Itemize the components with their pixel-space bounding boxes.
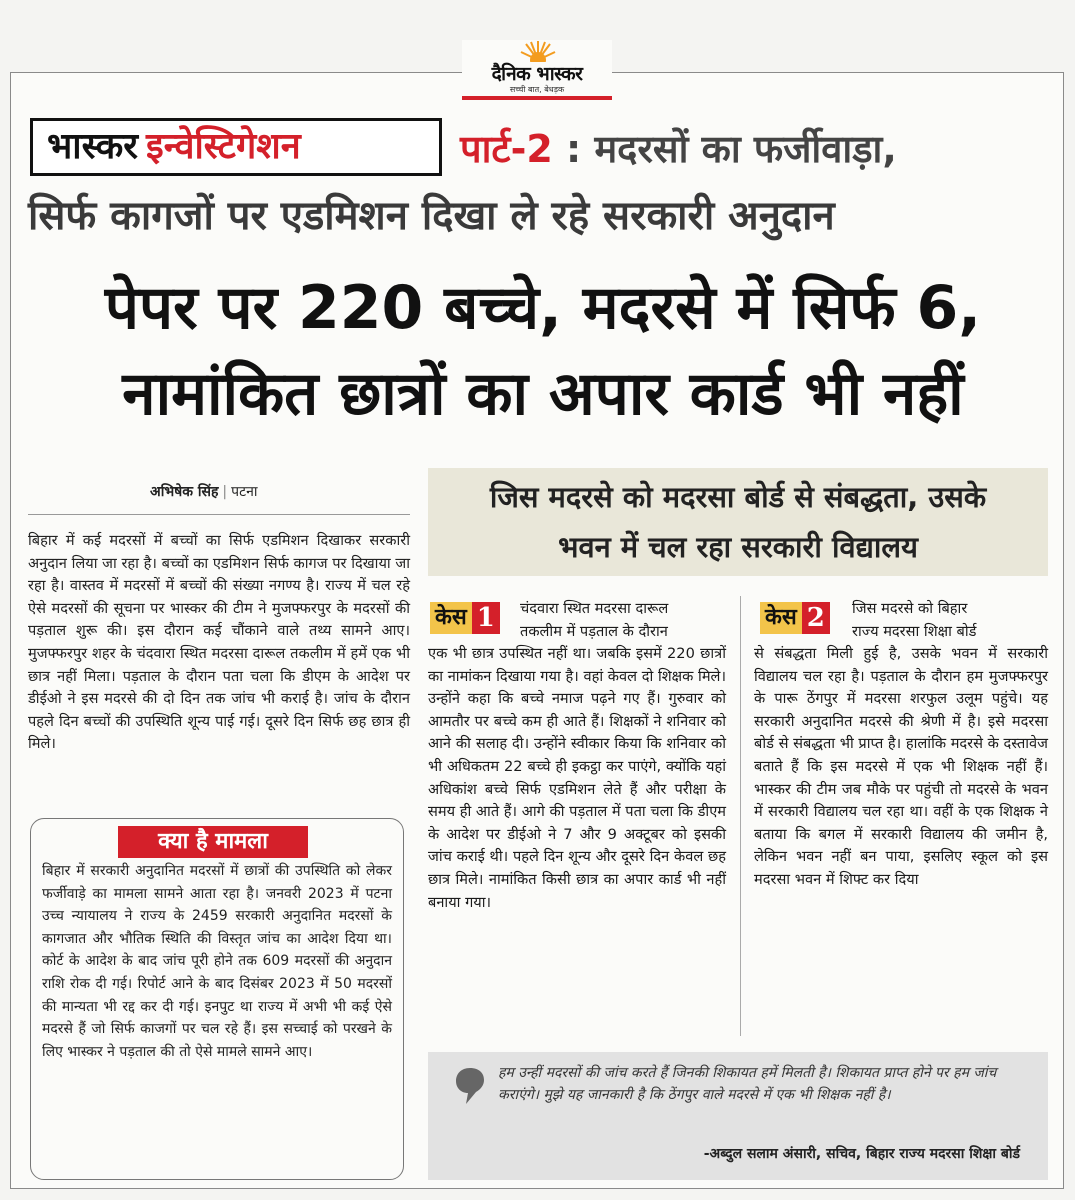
part-title: : मदरसों का फर्जीवाड़ा, — [566, 127, 897, 171]
quote-text: हम उन्हीं मदरसों की जांच करते हैं जिनकी शिकायत हमें मिलती है। शिकायत प्राप्त होने पर हम जांच कराएंगे। मुझे यह जानकारी है कि ठेंगपुर वाले मदरसे में एक भी शिक्षक नहीं है। — [498, 1065, 997, 1103]
case-1-intro-line-2: तकलीम में पड़ताल के दौरान — [520, 622, 668, 640]
case-2-intro-line-1: जिस मदरसे को बिहार — [852, 600, 968, 617]
context-box-title: क्या है मामला — [118, 826, 308, 858]
case-2-text: से संबद्धता मिली हुई है, उसके भवन में सरकारी विद्यालय चल रहा है। पड़ताल के दौरान हम मुजफ्फरपुर के पारू ठेंगपुर में मदरसा शरफुल उलूम पहुंचे। यह सरकारी अनुदानित मदरसे की श्रेणी में है। इसे मदरसा बोर्ड से संबद्धता भी प्राप्त है। हालांकि मदरसे के दस्तावेज बताते हैं कि इस मदरसे में एक भी शिक्षक नहीं हैं। भास्कर की टीम जब मौके पर पहुंची तो मदरसे के भवन में सरकारी विद्यालय चल रहा था। वहीं के एक शिक्षक ने बताया कि बगल में सरकारी विद्यालय की जमीन है, लेकिन भवन नहीं बन पाया, इसलिए स्कूल को इस मदरसा भवन में शिफ्ट कर दिया — [754, 645, 1048, 888]
case-1-label: केस — [430, 602, 472, 634]
case-1-tag — [430, 602, 500, 634]
main-headline — [28, 265, 1058, 437]
sub-banner-line-1: जिस मदरसे को मदरसा बोर्ड से संबद्धता, उसके — [489, 480, 987, 514]
byline-divider — [28, 514, 410, 515]
sub-banner-line-2: भवन में चल रहा सरकारी विद्यालय — [558, 530, 918, 564]
main-headline-line-1: पेपर पर 220 बच्चे, मदरसे में सिर्फ 6, — [104, 273, 982, 343]
case-1-intro-line-1: चंदवारा स्थित मदरसा दारूल — [520, 600, 669, 617]
byline-city: पटना — [231, 484, 258, 500]
case-1-text: एक भी छात्र उपस्थित नहीं था। जबकि इसमें 220 छात्रों का नामांकन दिखाया गया है। वहां केवल दो शिक्षक मिले। उन्होंने कहा कि बच्चे नमाज पढ़ने गए हैं। गुरुवार को आमतौर पर बच्चे कम ही आते हैं। शिक्षकों ने शनिवार को आने की सलाह दी। उन्होंने स्वीकार किया कि शनिवार को भी अधिकतम 22 बच्चे ही इकट्ठा कर पाएंगे, क्योंकि यहां अधिकांश बच्चे सिर्फ एडमिशन लेते हैं और परीक्षा के समय ही आते हैं। आगे की पड़ताल में पता चला कि डीएम के आदेश पर डीईओ ने 7 और 9 अक्टूबर को इसकी जांच कराई थी। पहले दिन शून्य और दूसरे दिन केवल छह छात्र मिले। नामांकित किसी छात्र का अपार कार्ड भी नहीं बनाया गया। — [428, 645, 726, 911]
sub-headline: सिर्फ कागजों पर एडमिशन दिखा ले रहे सरकारी अनुदान — [28, 193, 835, 239]
case-2-tag — [760, 602, 830, 634]
byline-separator: | — [222, 484, 228, 500]
quote-bubble-icon — [454, 1066, 486, 1106]
quote-author: -अब्दुल सलाम अंसारी, सचिव, बिहार राज्य मदरसा शिक्षा बोर्ड — [703, 1146, 1020, 1162]
column-divider — [740, 596, 741, 1036]
case-2-intro-line-2: राज्य मदरसा शिक्षा बोर्ड — [852, 622, 977, 640]
case-2-label: केस — [760, 602, 802, 634]
byline — [150, 482, 258, 501]
investigation-label-1: भास्कर — [47, 126, 139, 167]
context-box-text: बिहार में सरकारी अनुदानित मदरसों में छात्रों की उपस्थिति को लेकर फर्जीवाड़े का मामला सामने आता रहा है। जनवरी 2023 में पटना उच्च न्यायालय ने राज्य के 2459 सरकारी अनुदानित मदरसों के कागजात और भौतिक स्थिति की विस्तृत जांच का आदेश दिया था। कोर्ट के आदेश के बाद जांच पूरी होने तक 609 मदरसों की अनुदान राशि रोक दी गई। रिपोर्ट आने के बाद दिसंबर 2023 में 50 मदरसों की मान्यता भी रद्द कर दी गई। इनपुट था राज्य में अभी भी कई ऐसे मदरसे हैं जो सिर्फ काजगों पर चल रहे हैं। इस सच्चाई को परखने के लिए भास्कर ने पड़ताल की तो ऐसे मामले सामने आए। — [42, 863, 392, 1060]
masthead — [462, 40, 612, 96]
sub-banner — [428, 468, 1048, 576]
case-1-intro — [520, 598, 726, 643]
investigation-label-box — [30, 118, 442, 176]
brand-name: दैनिक भास्कर — [491, 63, 583, 85]
part-label: पार्ट-2 — [460, 127, 553, 171]
lead-paragraph: बिहार में कई मदरसों में बच्चों का सिर्फ एडमिशन दिखाकर सरकारी अनुदान लिया जा रहा है। बच्चों का एडमिशन सिर्फ कागज पर दिखाया जा रहा है। वास्तव में मदरसों में बच्चों की संख्या नगण्य है। राज्य में चल रहे ऐसे मदरसों की सूचना पर भास्कर की टीम ने मुजफ्फरपुर के मदरसों की पड़ताल शुरू की। इस दौरान कई चौंकाने वाले तथ्य सामने आए। मुजफ्फरपुर शहर के चंदवारा स्थित मदरसा दारूल तकलीम में हमें एक भी छात्र नहीं मिला। पड़ताल के दौरान पता चला कि डीएम के आदेश पर डीईओ ने इस मदरसे की दो दिन तक जांच भी कराई है। जांच के दौरान पहले दिन बच्चों की उपस्थिति शून्य पाई गई। दूसरे दिन सिर्फ छह छात्र ही मिले। — [28, 532, 410, 753]
investigation-label-2: इन्वेस्टिगेशन — [146, 126, 301, 167]
case-2-intro — [852, 598, 1048, 643]
part-headline — [460, 120, 1060, 178]
main-headline-line-2: नामांकित छात्रों का अपार कार्ड भी नहीं — [122, 359, 964, 429]
brand-tagline: सच्ची बात, बेधड़क — [509, 85, 565, 94]
sun-logo-icon — [520, 40, 556, 62]
byline-author: अभिषेक सिंह — [150, 484, 219, 500]
case-2-number: 2 — [802, 602, 830, 634]
brand-underline — [462, 96, 612, 100]
case-1-number: 1 — [472, 602, 500, 634]
